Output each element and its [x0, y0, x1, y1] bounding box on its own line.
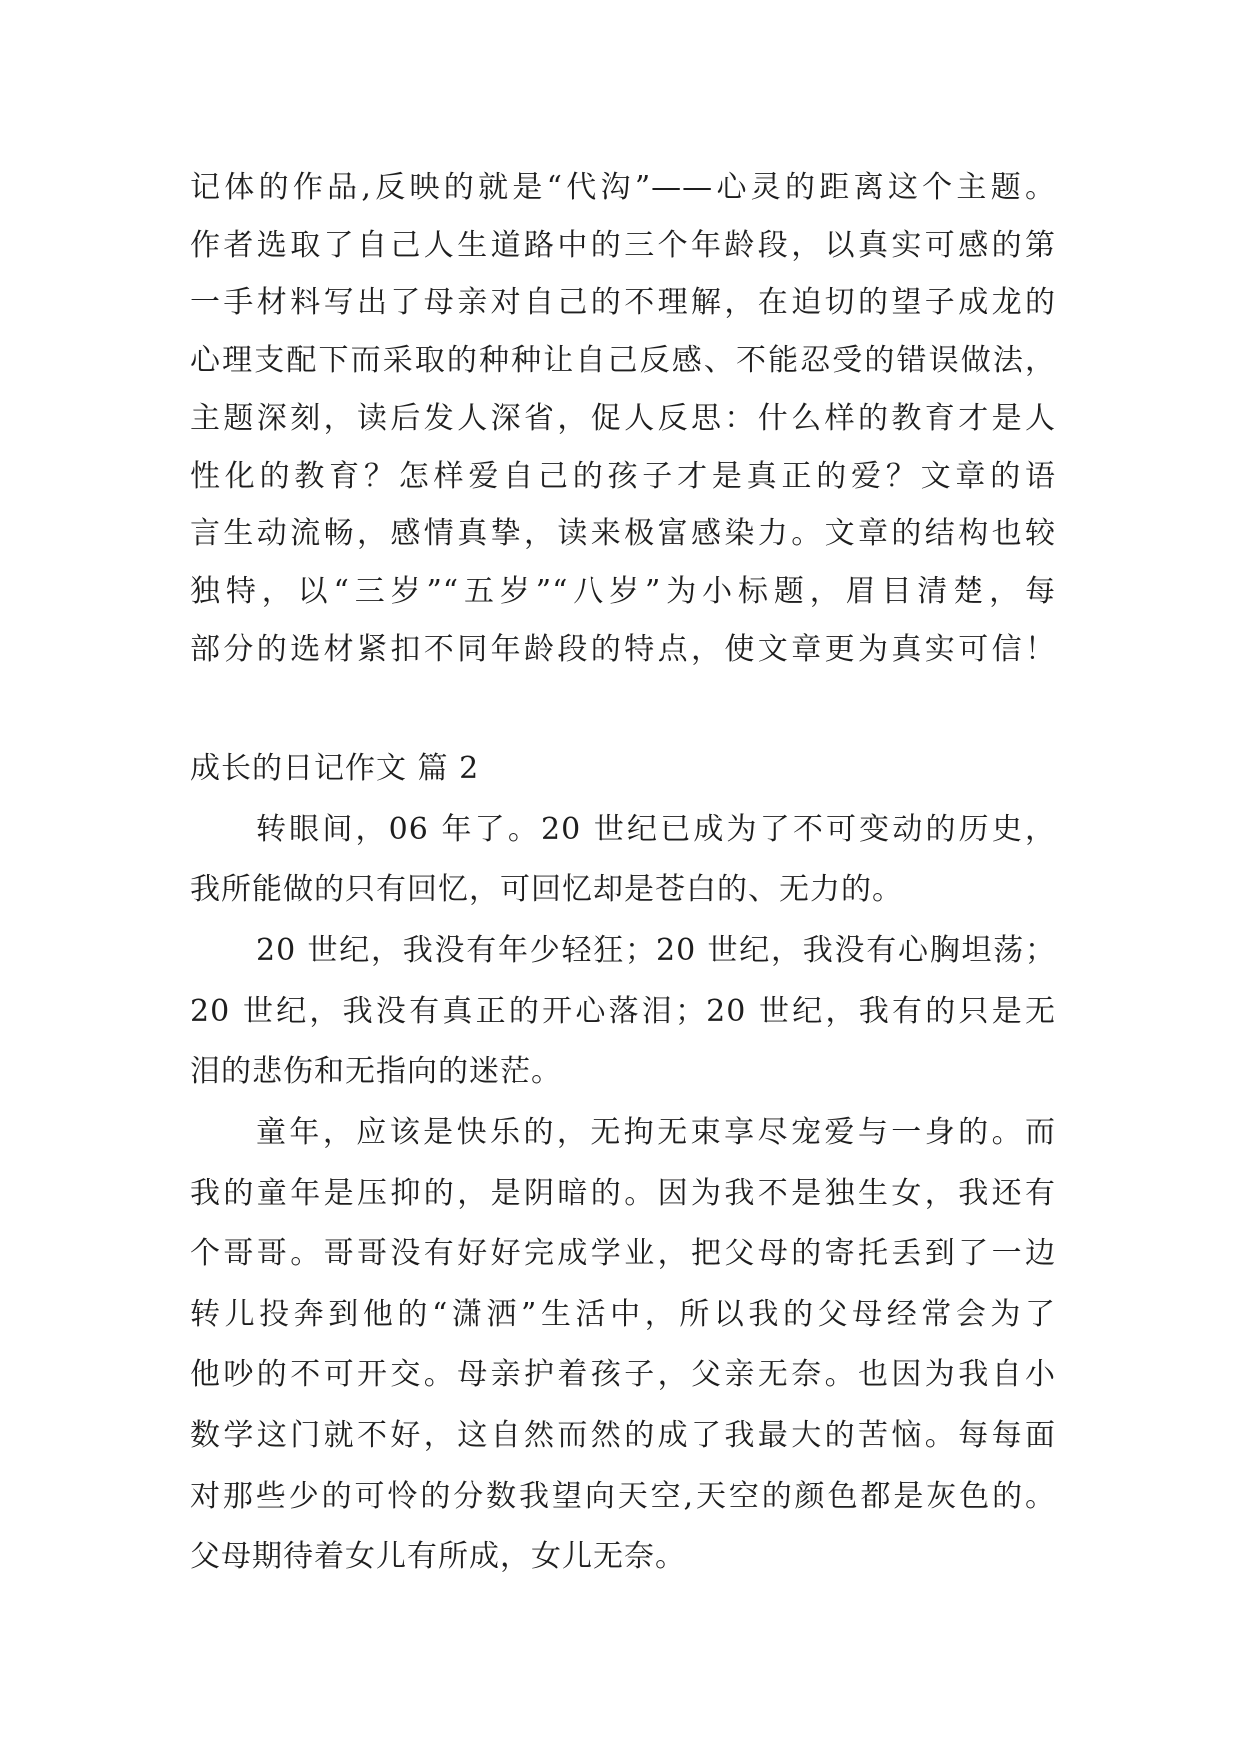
text-line: 数学这门就不好，这自然而然的成了我最大的苦恼。每每面 — [190, 1418, 1056, 1453]
text-line: 转儿投奔到他的“潇洒”生活中，所以我的父母经常会为了 — [190, 1297, 1056, 1332]
text-line: 20 世纪，我没有年少轻狂；20 世纪，我没有心胸坦荡； — [256, 933, 1056, 968]
text-line: 童年，应该是快乐的，无拘无束享尽宠爱与一身的。而 — [256, 1115, 1056, 1150]
text-line: 我所能做的只有回忆，可回忆却是苍白的、无力的。 — [190, 872, 903, 907]
text-line: 性化的教育？怎样爱自己的孩子才是真正的爱？文章的语 — [190, 459, 1056, 494]
text-line: 独特，以“三岁”“五岁”“八岁”为小标题，眉目清楚，每 — [190, 574, 1056, 609]
text-line: 泪的悲伤和无指向的迷茫。 — [190, 1054, 562, 1089]
text-line: 主题深刻，读后发人深省，促人反思：什么样的教育才是人 — [190, 401, 1056, 436]
text-line: 对那些少的可怜的分数我望向天空,天空的颜色都是灰色的。 — [190, 1479, 1056, 1514]
text-line: 20 世纪，我没有真正的开心落泪；20 世纪，我有的只是无 — [190, 994, 1056, 1029]
text-line: 一手材料写出了母亲对自己的不理解，在迫切的望子成龙的 — [190, 285, 1056, 320]
text-line: 转眼间，06 年了。20 世纪已成为了不可变动的历史， — [256, 812, 1056, 847]
text-line: 心理支配下而采取的种种让自己反感、不能忍受的错误做法， — [190, 343, 1056, 378]
text-line: 部分的选材紧扣不同年龄段的特点，使文章更为真实可信！ — [190, 632, 1056, 667]
text-line: 言生动流畅，感情真挚，读来极富感染力。文章的结构也较 — [190, 516, 1056, 551]
text-line: 我的童年是压抑的，是阴暗的。因为我不是独生女，我还有 — [190, 1176, 1056, 1211]
text-line: 父母期待着女儿有所成，女儿无奈。 — [190, 1539, 686, 1574]
text-line: 他吵的不可开交。母亲护着孩子，父亲无奈。也因为我自小 — [190, 1357, 1056, 1392]
text-line: 个哥哥。哥哥没有好好完成学业，把父母的寄托丢到了一边 — [190, 1236, 1056, 1271]
text-line: 作者选取了自己人生道路中的三个年龄段，以真实可感的第 — [190, 228, 1056, 263]
section-heading: 成长的日记作文 篇 2 — [190, 751, 480, 786]
text-line: 记体的作品,反映的就是“代沟”——心灵的距离这个主题。 — [190, 170, 1056, 205]
